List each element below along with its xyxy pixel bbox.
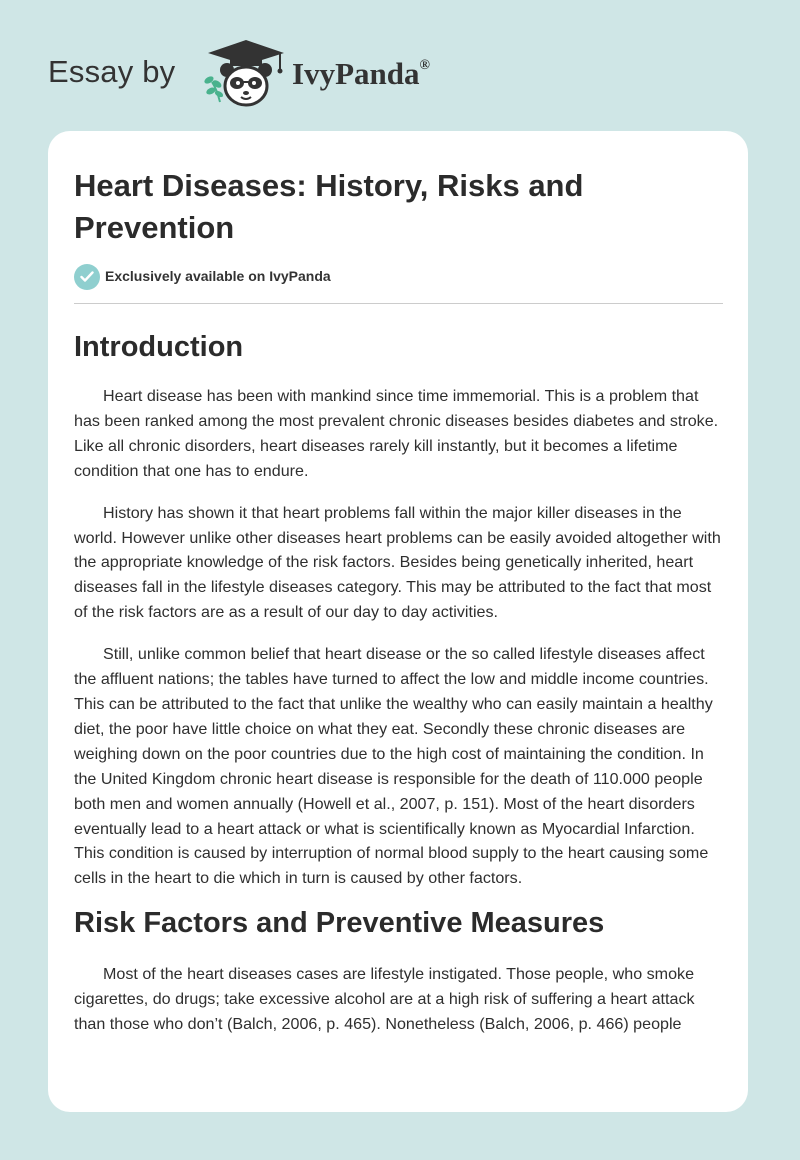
section-heading-risk-factors: Risk Factors and Preventive Measures [74, 907, 605, 940]
essay-body [74, 319, 724, 1037]
paragraph: Still, unlike common belief that heart disease or the so called lifestyle diseases affect the affluent nations; the tables have turned to affect the low and middle income countries. This can be attributed to the fact that unlike the wealthy who can easily maintain a healthy diet, the poor have little choice on what they eat. Secondly these chronic diseases are weighing down on the poor countries due to the high cost of maintaining the condition. In the United Kingdom chronic heart disease is responsible for the death of 110.000 people both men and women annually (Howell et al., 2007, p. 151). Most of the heart disorders eventually lead to a heart attack or what is scientifically known as Myocardial Infarction. This condition is caused by interruption of normal blood supply to the heart causing some cells in the heart to die which in turn is caused by other factors. [74, 645, 713, 888]
title-divider [74, 303, 723, 304]
panda-logo-icon [200, 36, 292, 108]
paragraph: History has shown it that heart problems fall within the major killer diseases in the world. However unlike other diseases heart problems can be easily avoided altogether with the appropriate knowledge of the risk factors. Besides being genetically inherited, heart diseases fall in the lifestyle diseases category. This may be attributed to the fact that most of the risk factors are as a result of our day to day activities. [74, 503, 721, 622]
brand-name [292, 56, 430, 92]
registered-mark: ® [419, 58, 430, 73]
paragraph: Most of the heart diseases cases are lifestyle instigated. Those people, who smoke cigarettes, do drugs; take excessive alcohol are at a high risk of suffering a heart attack than those who don’t (Balch, 2006, p. 465). Nonetheless (Balch, 2006, p. 466) people [74, 965, 695, 1034]
brand-prefix: Essay by [48, 54, 176, 89]
essay-title: Heart Diseases: History, Risks and Prevention [74, 168, 584, 245]
paragraph: Heart disease has been with mankind since time immemorial. This is a problem that has been ranked among the most prevalent chronic diseases besides diabetes and stroke. Like all chronic disorders, heart diseases rarely kill instantly, but it becomes a lifetime condition that one has to endure. [74, 387, 719, 480]
site-header-brand[interactable] [48, 36, 508, 106]
essay-card [48, 131, 748, 1112]
brand-name-text: IvyPanda [292, 56, 420, 91]
badge-text: Exclusively available on IvyPanda [105, 268, 331, 284]
check-circle-icon [74, 264, 100, 290]
section-heading-introduction: Introduction [74, 331, 244, 363]
